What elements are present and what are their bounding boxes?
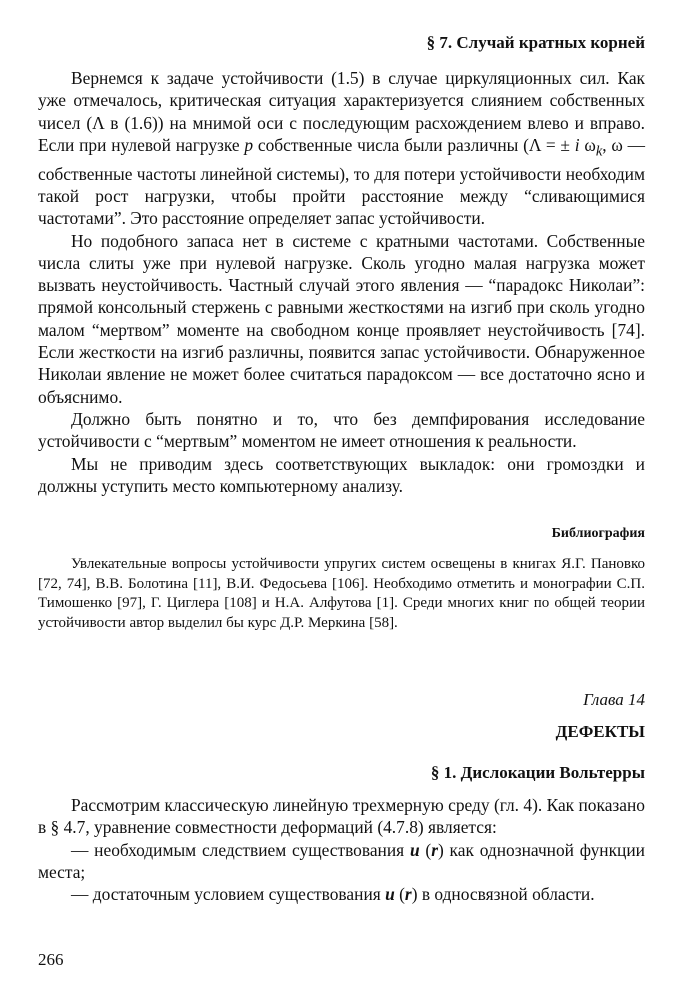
book-page	[38, 0, 645, 1000]
paragraph	[38, 883, 645, 905]
paragraph	[38, 67, 645, 230]
variable: r	[404, 884, 412, 905]
page-number: 266	[38, 950, 64, 969]
chapter-title: ДЕФЕКТЫ	[555, 722, 645, 741]
text-run: — необходимым следствием существования	[71, 839, 410, 860]
text-run: , ω — собственные частоты линейной системы), то для потери устойчивости необходим такой рост нагрузки, чтобы пройти расстояние между “сливающимися частотами”. Это расстояние определяет запас устойчивости.	[38, 134, 646, 229]
variable: i	[574, 134, 580, 155]
variable: u	[409, 839, 420, 860]
paragraph: Должно быть понятно и то, что без демпфирования исследование устойчивости с “мертвым” моментом не имеет отношения к реальности.	[38, 408, 645, 452]
paragraph: Но подобного запаса нет в системе с кратными частотами. Собственные числа слиты уже при нулевой нагрузке. Сколь угодно малая нагрузка может вызвать неустойчивость. Частный случай этого явления — “парадокс Николаи”: прямой консольный стержень с равными жесткостями на изгиб при сколь угодно малом “мертвом” моменте на свободном конце проявляет неустойчивость [74]. Если жесткости на изгиб различны, появится запас устойчивости. Обнаруженное Николаи явление не может более считаться парадоксом — все достаточно ясно и объяснимо.	[38, 230, 645, 407]
chapter-label: Глава 14	[583, 690, 645, 709]
variable: r	[431, 839, 438, 860]
bibliography-text: Увлекательные вопросы устойчивости упругих систем освещены в книгах Я.Г. Пановко [72, 74], В.В. Болотина [11], В.И. Федосьева [106]. Необходимо отметить и монографии С.П. Тимошенко [97], Г. Циглера [108] и Н.А. Алфутова [1]. Среди многих книг по общей теории устойчивости автор выделил бы курс Д.Р. Меркина [58].	[38, 556, 645, 631]
variable: u	[385, 884, 395, 905]
text-run: (	[419, 839, 432, 860]
text-run: (	[394, 884, 405, 905]
subscript: k	[595, 143, 603, 160]
section-heading: § 1. Дислокации Вольтерры	[430, 763, 645, 782]
paragraph: Рассмотрим классическую линейную трехмерную среду (гл. 4). Как показано в § 4.7, уравнение совместности деформаций (4.7.8) является:	[38, 795, 645, 838]
text-run: Вернемся к задаче устойчивости (1.5) в случае циркуляционных сил. Как уже отмечалось, критическая ситуация характеризуется слиянием собственных чисел (Λ в (1.6)) на мнимой оси с последующим расхождением влево и вправо. Если при нулевой нагрузке	[38, 68, 645, 155]
paragraph: Мы не приводим здесь соответствующих выкладок: они громоздки и должны уступить место компьютерному анализу.	[38, 453, 645, 496]
variable: p	[244, 134, 254, 155]
paragraph	[38, 839, 645, 884]
section-body	[38, 794, 645, 905]
section-heading: § 7. Случай кратных корней	[426, 33, 645, 52]
text-run: ) как однозначной функции места;	[38, 839, 645, 882]
text-run: собственные числа были различны (Λ = ±	[253, 134, 575, 155]
bibliography-heading: Библиография	[551, 526, 645, 541]
text-run: ) в односвязной области.	[411, 884, 595, 905]
section-body	[38, 67, 645, 497]
text-run: — достаточным условием существования	[71, 884, 386, 905]
text-run: ω	[579, 134, 596, 155]
